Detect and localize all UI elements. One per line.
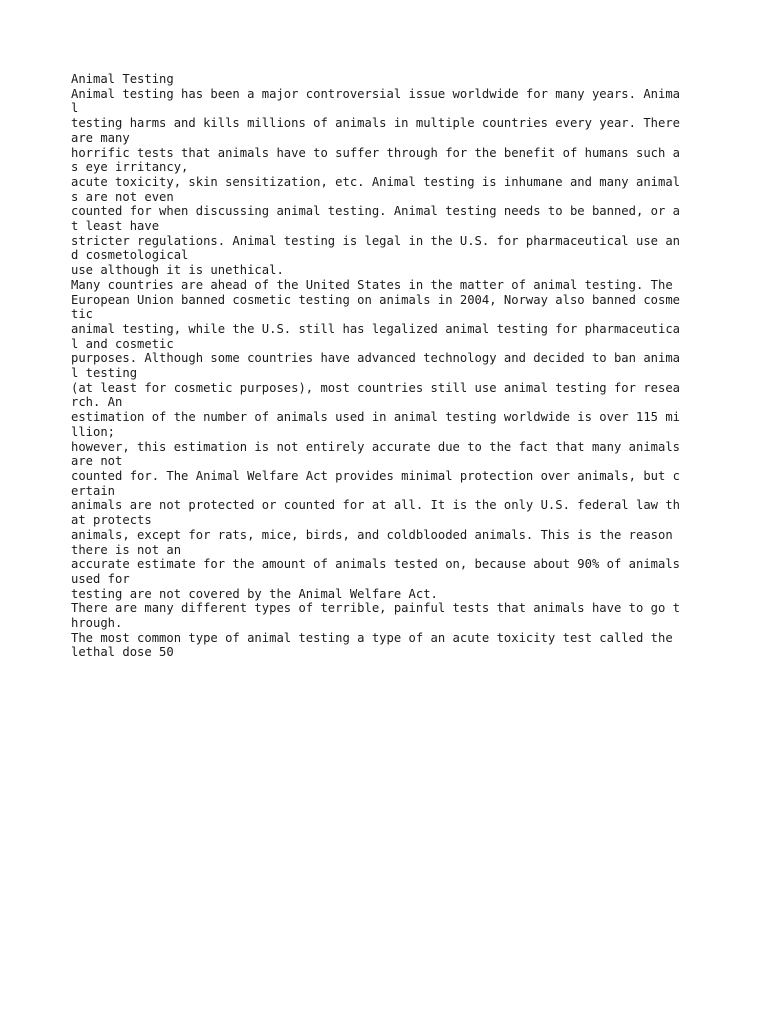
text-line: however, this estimation is not entirely accurate due to the fact that many animals <box>71 439 681 454</box>
text-line: counted for when discussing animal testing. Animal testing needs to be banned, or a <box>71 204 681 219</box>
text-line: used for <box>71 571 130 586</box>
text-line: t least have <box>71 219 160 234</box>
text-line: purposes. Although some countries have advanced technology and decided to ban anima <box>71 351 681 366</box>
text-line: rch. An <box>71 395 123 410</box>
document-body <box>71 72 711 660</box>
text-line: l and cosmetic <box>71 336 174 351</box>
text-line: lethal dose 50 <box>71 645 174 660</box>
text-line: estimation of the number of animals used in animal testing worldwide is over 115 mi <box>71 410 681 425</box>
text-line: stricter regulations. Animal testing is legal in the U.S. for pharmaceutical use an <box>71 233 681 248</box>
text-line: animals are not protected or counted for at all. It is the only U.S. federal law th <box>71 498 681 513</box>
text-line: l testing <box>71 366 138 381</box>
text-line: testing are not covered by the Animal Welfare Act. <box>71 586 438 601</box>
text-line: animals, except for rats, mice, birds, and coldblooded animals. This is the reason <box>71 527 673 542</box>
text-line: European Union banned cosmetic testing on animals in 2004, Norway also banned cosme <box>71 292 681 307</box>
text-line: acute toxicity, skin sensitization, etc. Animal testing is inhumane and many animal <box>71 174 681 189</box>
text-line: Animal testing has been a major controversial issue worldwide for many years. Anima <box>71 86 681 101</box>
text-line: testing harms and kills millions of animals in multiple countries every year. There <box>71 116 681 131</box>
text-line: d cosmetological <box>71 248 189 263</box>
text-line: ertain <box>71 483 116 498</box>
text-line: s are not even <box>71 189 174 204</box>
text-line: l <box>71 101 79 116</box>
document-title: Animal Testing <box>71 72 174 86</box>
text-line: (at least for cosmetic purposes), most countries still use animal testing for resea <box>71 380 681 395</box>
text-line: s eye irritancy, <box>71 160 189 175</box>
text-line: animal testing, while the U.S. still has legalized animal testing for pharmaceutica <box>71 321 681 336</box>
text-line: counted for. The Animal Welfare Act provides minimal protection over animals, but c <box>71 468 681 483</box>
text-line: llion; <box>71 424 116 439</box>
text-line: horrific tests that animals have to suffer through for the benefit of humans such a <box>71 145 681 160</box>
text-line: use although it is unethical. <box>71 263 284 278</box>
text-line: are many <box>71 130 130 145</box>
text-line: accurate estimate for the amount of animals tested on, because about 90% of animals <box>71 557 681 572</box>
text-line: Many countries are ahead of the United States in the matter of animal testing. The <box>71 277 673 292</box>
text-line: are not <box>71 454 123 469</box>
text-line: there is not an <box>71 542 182 557</box>
text-line: The most common type of animal testing a type of an acute toxicity test called the <box>71 630 673 645</box>
text-line: tic <box>71 307 94 322</box>
text-line: hrough. <box>71 616 123 631</box>
text-line: at protects <box>71 513 152 528</box>
text-line: There are many different types of terrible, painful tests that animals have to go t <box>71 601 681 616</box>
